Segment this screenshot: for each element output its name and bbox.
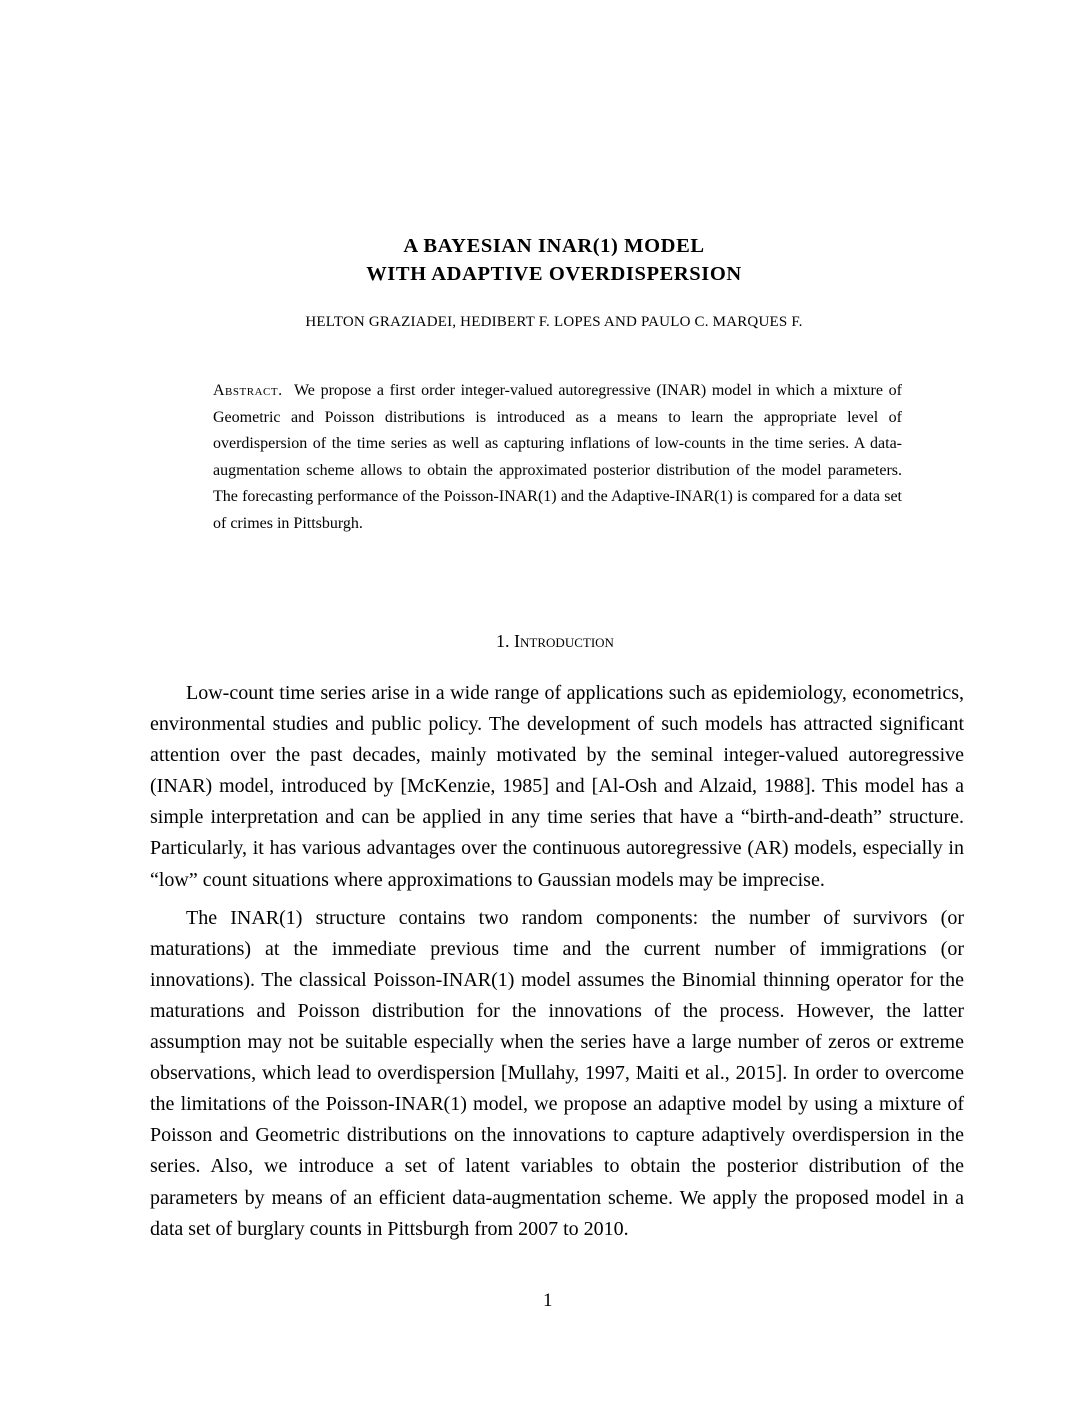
abstract-label: Abstract. [213,382,283,399]
paper-title [0,232,1088,288]
section-number: 1. [496,631,510,651]
section-body [150,678,964,1245]
author-list: HELTON GRAZIADEI, HEDIBERT F. LOPES AND PAULO C. MARQUES F. [305,314,803,330]
abstract-text: We propose a first order integer-valued autoregressive (INAR) model in which a mixture of Geometric and Poisson distributions is introduced as a means to learn the appropriate level of overdispersion of the time series as well as capturing inflations of low-counts in the time series. A data-augmentation scheme allows to obtain the approximated posterior distribution of the model parameters. The forecasting performance of the Poisson-INAR(1) and the Adaptive-INAR(1) is compared for a data set of crimes in Pittsburgh. [213,382,902,532]
abstract [213,378,902,538]
title-line-2: WITH ADAPTIVE OVERDISPERSION [366,263,742,285]
title-line-1: A BAYESIAN INAR(1) MODEL [403,235,705,257]
paragraph: The INAR(1) structure contains two random components: the number of survivors (or maturations) at the immediate previous time and the current number of immigrations (or innovations). The classical Poisson-INAR(1) model assumes the Binomial thinning operator for the maturations and Poisson distribution for the innovations of the process. However, the latter assumption may not be suitable especially when the series have a large number of zeros or extreme observations, which lead to overdispersion [Mullahy, 1997, Maiti et al., 2015]. In order to overcome the limitations of the Poisson-INAR(1) model, we propose an adaptive model by using a mixture of Poisson and Geometric distributions on the innovations to capture adaptively overdispersion in the series. Also, we introduce a set of latent variables to obtain the posterior distribution of the parameters by means of an efficient data-augmentation scheme. We apply the proposed model in a data set of burglary counts in Pittsburgh from 2007 to 2010. [150,906,964,1240]
section-heading [0,631,1088,652]
paragraph: Low-count time series arise in a wide range of applications such as epidemiology, econometrics, environmental studies and public policy. The development of such models has attracted significant attention over the past decades, mainly motivated by the seminal integer-valued autoregressive (INAR) model, introduced by [McKenzie, 1985] and [Al-Osh and Alzaid, 1988]. This model has a simple interpretation and can be applied in any time series that have a “birth-and-death” structure. Particularly, it has various advantages over the continuous autoregressive (AR) models, especially in “low” count situations where approximations to Gaussian models may be imprecise. [150,682,964,891]
section-title: Introduction [514,631,614,651]
page-number: 1 [543,1290,553,1311]
